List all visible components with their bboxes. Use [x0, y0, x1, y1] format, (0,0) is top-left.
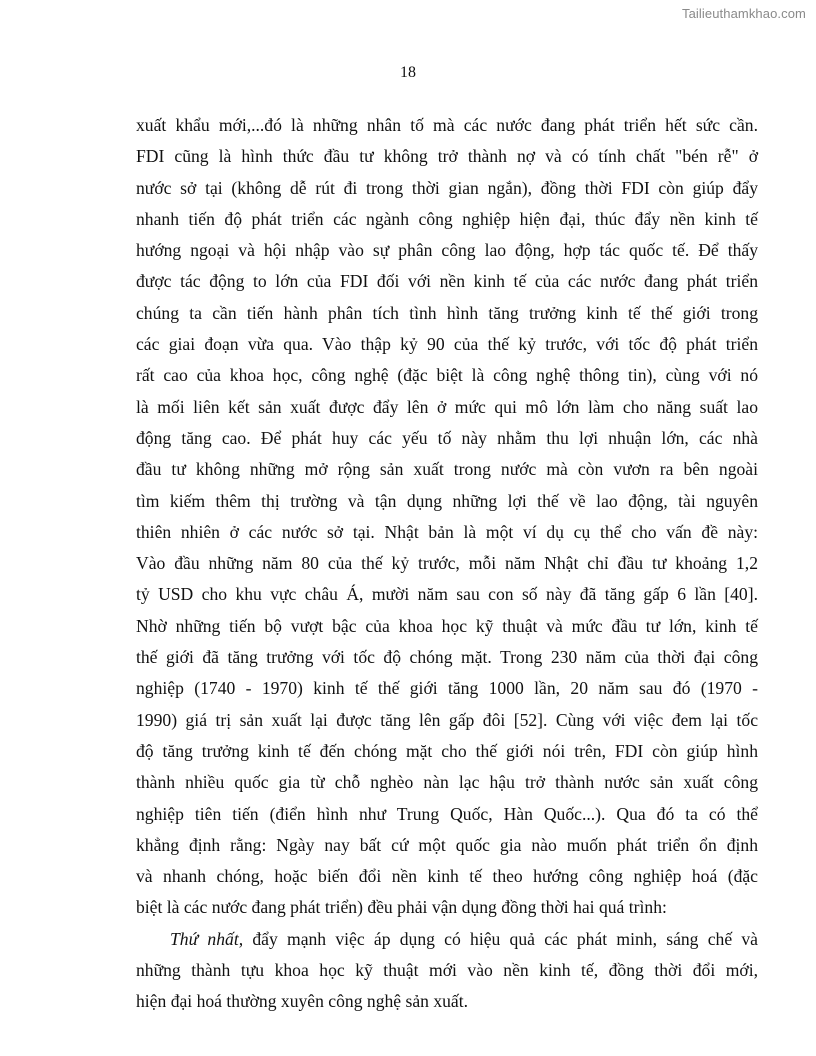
text-line: và nhanh chóng, hoặc biến đổi nền kinh tế theo hướng công nghiệp hoá (đặc — [136, 866, 758, 887]
text-line: Nhờ những tiến bộ vượt bậc của khoa học kỹ thuật và mức đầu tư lớn, kinh tế — [136, 615, 758, 636]
text-line: độ tăng trưởng kinh tế đến chóng mặt cho thế giới nói trên, FDI còn giúp hình — [136, 740, 758, 761]
paragraph-lead: Thứ nhất, — [170, 928, 244, 949]
text-line: nước sở tại (không dễ rút đi trong thời gian ngắn), đồng thời FDI còn giúp đẩy — [136, 177, 758, 198]
text-line: FDI cũng là hình thức đầu tư không trở thành nợ và có tính chất "bén rễ" ở — [136, 146, 758, 167]
text-line: thế giới đã tăng trưởng với tốc độ chóng mặt. Trong 230 năm của thời đại công — [136, 647, 758, 668]
text-line: được tác động to lớn của FDI đối với nền kinh tế của các nước đang phát triển — [136, 271, 758, 292]
text-line: là mối liên kết sản xuất được đẩy lên ở mức qui mô lớn làm cho năng suất lao — [136, 396, 758, 417]
text-line: động tăng cao. Để phát huy các yếu tố này nhằm thu lợi nhuận lớn, các nhà — [136, 427, 758, 448]
text-line: hiện đại hoá thường xuyên công nghệ sản xuất. — [136, 991, 469, 1012]
paragraph-2 — [136, 924, 758, 1018]
text-line: nghiệp (1740 - 1970) kinh tế thế giới tăng 1000 lần, 20 năm sau đó (1970 - — [136, 678, 758, 699]
text-line: 1990) giá trị sản xuất lại được tăng lên gấp đôi [52]. Cùng với việc đem lại tốc — [136, 709, 758, 730]
text-line: rất cao của khoa học, công nghệ (đặc biệt là công nghệ thông tin), cùng với nó — [136, 365, 758, 386]
text-line: các giai đoạn vừa qua. Vào thập kỷ 90 của thế kỷ trước, với tốc độ phát triển — [136, 334, 758, 355]
paragraph-1 — [136, 110, 758, 924]
text-line: những thành tựu khoa học kỹ thuật mới vào nền kinh tế, đồng thời đổi mới, — [136, 960, 758, 981]
watermark: Tailieuthamkhao.com — [681, 6, 806, 21]
text-line: thiên nhiên ở các nước sở tại. Nhật bản là một ví dụ cụ thể cho vấn đề này: — [136, 521, 758, 542]
text-line: thành nhiều quốc gia từ chỗ nghèo nàn lạc hậu trở thành nước sản xuất công — [136, 772, 758, 793]
text-line — [136, 924, 758, 955]
text-line: nhanh tiến độ phát triển các ngành công nghiệp hiện đại, thúc đẩy nền kinh tế — [136, 208, 758, 229]
text-line: đầu tư không những mở rộng sản xuất trong nước mà còn vươn ra bên ngoài — [136, 459, 758, 480]
text-line: tìm kiếm thêm thị trường và tận dụng những lợi thế về lao động, tài nguyên — [136, 490, 758, 511]
body-text — [136, 110, 758, 1018]
text-line: xuất khẩu mới,...đó là những nhân tố mà các nước đang phát triển hết sức cần. — [136, 115, 758, 135]
text-line: tỷ USD cho khu vực châu Á, mười năm sau con số này đã tăng gấp 6 lần [40]. — [136, 584, 758, 605]
text-line: khẳng định rằng: Ngày nay bất cứ một quốc gia nào muốn phát triển ổn định — [136, 834, 758, 855]
text-line: biệt là các nước đang phát triển) đều phải vận dụng đồng thời hai quá trình: — [136, 897, 667, 918]
text-line: nghiệp tiên tiến (điển hình như Trung Quốc, Hàn Quốc...). Qua đó ta có thể — [136, 803, 758, 824]
page-number: 18 — [400, 64, 416, 81]
text-line: chúng ta cần tiến hành phân tích tình hình tăng trưởng kinh tế thế giới trong — [136, 302, 758, 323]
text-line: hướng ngoại và hội nhập vào sự phân công lao động, hợp tác quốc tế. Để thấy — [136, 240, 758, 261]
text-fragment: đẩy mạnh việc áp dụng có hiệu quả các phát minh, sáng chế và — [243, 928, 758, 949]
text-line: Vào đầu những năm 80 của thế kỷ trước, mỗi năm Nhật chỉ đầu tư khoảng 1,2 — [136, 553, 758, 574]
